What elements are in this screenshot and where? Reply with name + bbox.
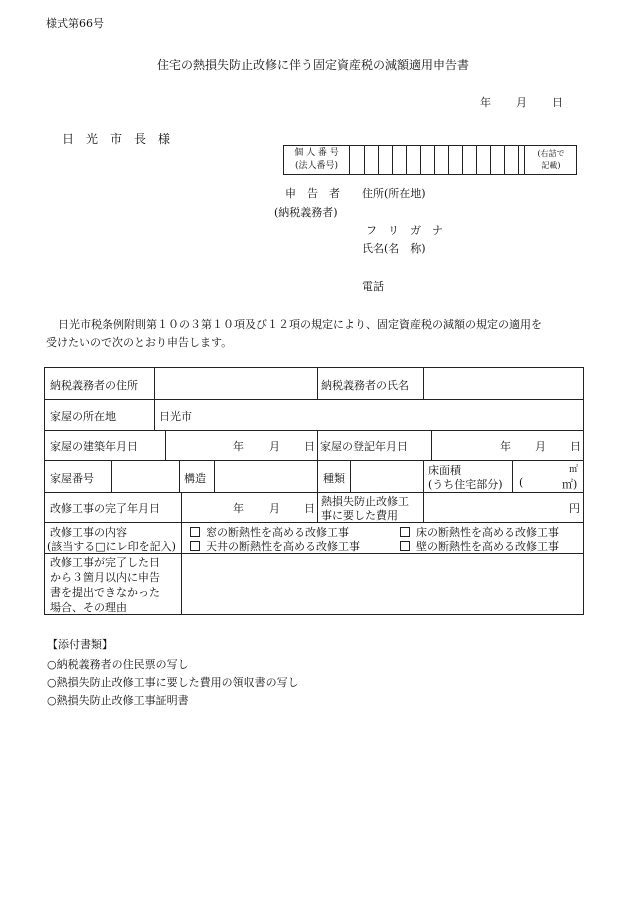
floor-area-residential-unit: ㎡) [562, 478, 578, 491]
reason-label: 改修工事が完了した日 から３箇月以内に申告 書を提出できなかった 場合、その理由 [50, 556, 160, 614]
completion-date-month: 月 [269, 502, 280, 515]
taxpayer-name-label: 納税義務者の氏名 [321, 379, 409, 392]
attachments-heading: 【添付書類】 [47, 638, 113, 651]
digit-cell[interactable] [406, 146, 421, 174]
build-date-day: 日 [304, 440, 315, 453]
digit-cell[interactable] [504, 146, 519, 174]
floor-area-unit: ㎡ [569, 465, 579, 475]
furigana-label: フ リ ガ ナ [366, 224, 443, 237]
checkbox-icon[interactable] [400, 541, 410, 551]
phone-label: 電話 [362, 280, 384, 293]
option-ceiling[interactable]: 天井の断熱性を高める改修工事 [190, 538, 360, 554]
document-title: 住宅の熱損失防止改修に伴う固定資産税の減額適用申告書 [157, 58, 470, 72]
personal-number-label: 個 人 番 号 (法人番号) [284, 146, 350, 174]
applicant-label: 申 告 者 [285, 187, 340, 200]
digit-cell[interactable] [392, 146, 407, 174]
house-number-label: 家屋番号 [50, 472, 94, 485]
content-label-2: (該当する□にレ印を記入) [47, 540, 176, 553]
personal-number-note: (右詰で 記載) [537, 149, 565, 170]
floor-area-paren-open: ( [519, 476, 524, 489]
application-table [44, 367, 584, 615]
completion-date-day: 日 [304, 502, 315, 515]
checkbox-icon[interactable] [190, 527, 200, 537]
registration-date-label: 家屋の登記年月日 [320, 440, 408, 453]
build-date-year: 年 [233, 440, 244, 453]
date-month: 月 [516, 96, 527, 109]
option-wall[interactable]: 壁の断熱性を高める改修工事 [400, 538, 559, 554]
statement-line-2: 受けたいので次のとおり申告します。 [46, 336, 233, 349]
taxpayer-name-field[interactable] [424, 369, 582, 398]
taxpayer-address-label: 納税義務者の住所 [50, 379, 138, 392]
digit-cell[interactable] [434, 146, 449, 174]
cost-label-2: 事に要した費用 [321, 509, 398, 522]
cost-unit: 円 [569, 502, 580, 515]
taxpayer-address-field[interactable] [155, 369, 316, 398]
type-label: 種類 [323, 472, 345, 485]
completion-date-label: 改修工事の完了年月日 [50, 502, 160, 515]
checkbox-icon[interactable] [400, 527, 410, 537]
completion-date-year: 年 [233, 502, 244, 515]
date-day: 日 [552, 96, 563, 109]
option-floor[interactable]: 床の断熱性を高める改修工事 [400, 524, 559, 540]
house-location-label: 家屋の所在地 [50, 410, 116, 423]
floor-area-label: 床面積 [428, 464, 461, 477]
name-label: 氏名(名 称) [362, 242, 426, 255]
digit-cell[interactable] [476, 146, 491, 174]
build-date-label: 家屋の建築年月日 [50, 440, 138, 453]
digit-cell[interactable] [462, 146, 477, 174]
applicant-sublabel: (納税義務者) [274, 206, 338, 219]
addressee: 日 光 市 長 様 [62, 132, 171, 146]
digit-cell[interactable] [378, 146, 393, 174]
cost-label-1: 熱損失防止改修工 [321, 495, 409, 508]
reason-field[interactable] [182, 554, 582, 614]
statement-line-1: 日光市税条例附則第１０の３第１０項及び１２項の規定により、固定資産税の減額の規定の適用を [58, 318, 542, 331]
option-window[interactable]: 窓の断熱性を高める改修工事 [190, 524, 349, 540]
digit-cell [518, 146, 525, 174]
digit-cell[interactable] [350, 146, 365, 174]
digit-cell[interactable] [420, 146, 435, 174]
build-date-month: 月 [269, 440, 280, 453]
registration-date-month: 月 [535, 440, 546, 453]
digit-cell[interactable] [490, 146, 505, 174]
attachment-item: ○熱損失防止改修工事に要した費用の領収書の写し [47, 676, 299, 689]
digit-cell[interactable] [448, 146, 463, 174]
form-number: 様式第66号 [46, 17, 104, 30]
date-year: 年 [480, 96, 491, 109]
address-label: 住所(所在地) [362, 187, 426, 200]
personal-number-box [283, 145, 577, 175]
attachment-item: ○納税義務者の住民票の写し [47, 658, 189, 671]
content-label-1: 改修工事の内容 [50, 526, 127, 539]
registration-date-year: 年 [500, 440, 511, 453]
house-location-value[interactable]: 日光市 [159, 410, 192, 423]
checkbox-icon[interactable] [190, 541, 200, 551]
floor-area-sublabel: (うち住宅部分) [428, 478, 503, 491]
digit-cell[interactable] [364, 146, 379, 174]
structure-label: 構造 [184, 472, 206, 485]
attachment-item: ○熱損失防止改修工事証明書 [47, 694, 189, 707]
registration-date-day: 日 [570, 440, 581, 453]
